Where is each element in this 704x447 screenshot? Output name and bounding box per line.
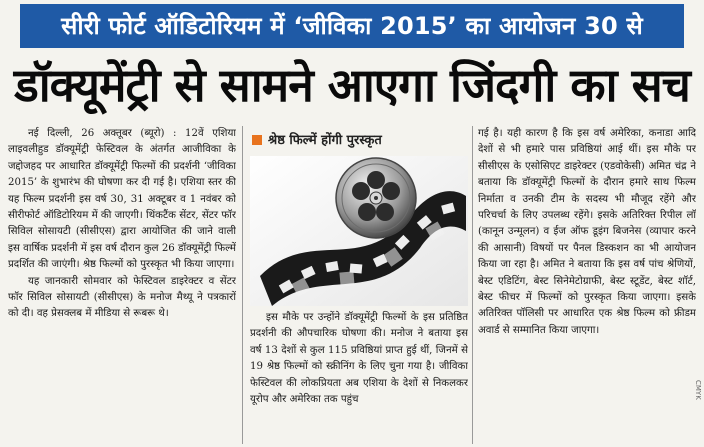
column-divider bbox=[242, 126, 243, 444]
article-column-3 bbox=[478, 126, 696, 444]
article-headline: डॉक्यूमेंट्री से सामने आएगा जिंदगी का सच bbox=[14, 58, 690, 112]
bullet-square-icon bbox=[252, 135, 262, 145]
article-column-2 bbox=[250, 310, 468, 444]
paragraph: यह जानकारी सोमवार को फेस्टिवल डाइरेक्टर व सेंटर फॉर सिविल सोसायटी (सीसीएस) के मनोज मैथ्यू ने पत्रकारों को दी। वह प्रेसक्लब में मीडिया से रूबरू थे। bbox=[8, 275, 236, 320]
film-reel-photo bbox=[250, 156, 468, 306]
subheading-text: श्रेष्ठ फिल्में होंगी पुरस्कृत bbox=[268, 133, 382, 148]
paragraph: नई दिल्ली, 26 अक्तूबर (ब्यूरो) : 12वें एशिया लाइवलीहुड डॉक्यूमेंट्री फेस्टिवल के अंतर्गत आजीविका के जद्दोजहद पर आधारित डॉक्यूमेंट्री फिल्मों की प्रदर्शनी ‘जीविका 2015’ के शुभारंभ की घोषणा कर दी गई है। एशिया स्तर की यह फिल्म प्रदर्शनी इस वर्ष 30, 31 अक्टूबर व 1 नवंबर को सीरीफोर्ट ऑडिटोरियम में की जाएगी। थिंकटैंक सेंटर, सेंटर फॉर सिविल सोसायटी (सीसीएस) द्वारा आयोजित की जाने वाली इस वार्षिक प्रदर्शनी में इस वर्ष दौरान कुल 26 डॉक्यूमेंट्री फिल्में प्रदर्शित की जाएंगी। श्रेष्ठ फिल्मों को पुरस्कृत भी किया जाएगा। bbox=[8, 128, 236, 271]
column-divider bbox=[472, 126, 473, 444]
paragraph: इस मौके पर उन्होंने डॉक्यूमेंट्री फिल्मों के इस प्रतिष्ठित प्रदर्शनी की औपचारिक घोषणा की। मनोज ने बताया इस वर्ष 13 देशों से कुल 115 प्रविष्ठियां प्राप्त हुई थीं, जिनमें से 19 श्रेष्ठ फिल्मों को स्क्रीनिंग के लिए चुना गया है। जीविका फेस्टिवल की लोकप्रियता अब एशिया के देशों से निकलकर यूरोप और अमेरिका तक पहुंच bbox=[250, 312, 468, 406]
paragraph: गई है। यही कारण है कि इस वर्ष अमेरिका, कनाडा आदि देशों से भी हमारे पास प्रविष्ठियां आई थीं। इस मौके पर सीसीएस के एसोसिएट डाइरेक्टर (एडवोकेसी) अमित चंद्र ने बताया कि डॉक्यूमेंट्री फिल्मों के दौरान हमारे साथ फिल्म निर्माता व उनकी टीम के सदस्य भी मौजूद रहेंगे और परिचर्चा के लिए उपलब्ध रहेंगे। इसके अतिरिक्त रिपील लॉ (कानून उन्मूलन) व ईज ऑफ डूइंग बिजनेस (व्यापार करने की आसानी) विषयों पर पैनल डिस्कशन का भी आयोजन किया जा रहा है। अमित ने बताया कि इस वर्ष पांच श्रेणियों, बेस्ट एडिटिंग, बेस्ट सिनेमेटोग्राफी, बेस्ट स्टूडेंट, बेस्ट शॉर्ट, बेस्ट फीचर में फिल्मों को पुरस्कृत किया जाएगा। इसके अतिरिक्त पॉलिसी पर आधारित एक श्रेष्ठ फिल्म को फ्रीडम अवार्ड से सम्मानित किया जाएगा। bbox=[478, 128, 696, 336]
print-registration-mark: CMYK bbox=[694, 380, 702, 400]
article-column-1 bbox=[8, 126, 236, 444]
film-reel-icon bbox=[336, 158, 416, 238]
subheading bbox=[252, 130, 382, 152]
top-banner: सीरी फोर्ट ऑडिटोरियम में ‘जीविका 2015’ का आयोजन 30 से bbox=[20, 4, 684, 48]
